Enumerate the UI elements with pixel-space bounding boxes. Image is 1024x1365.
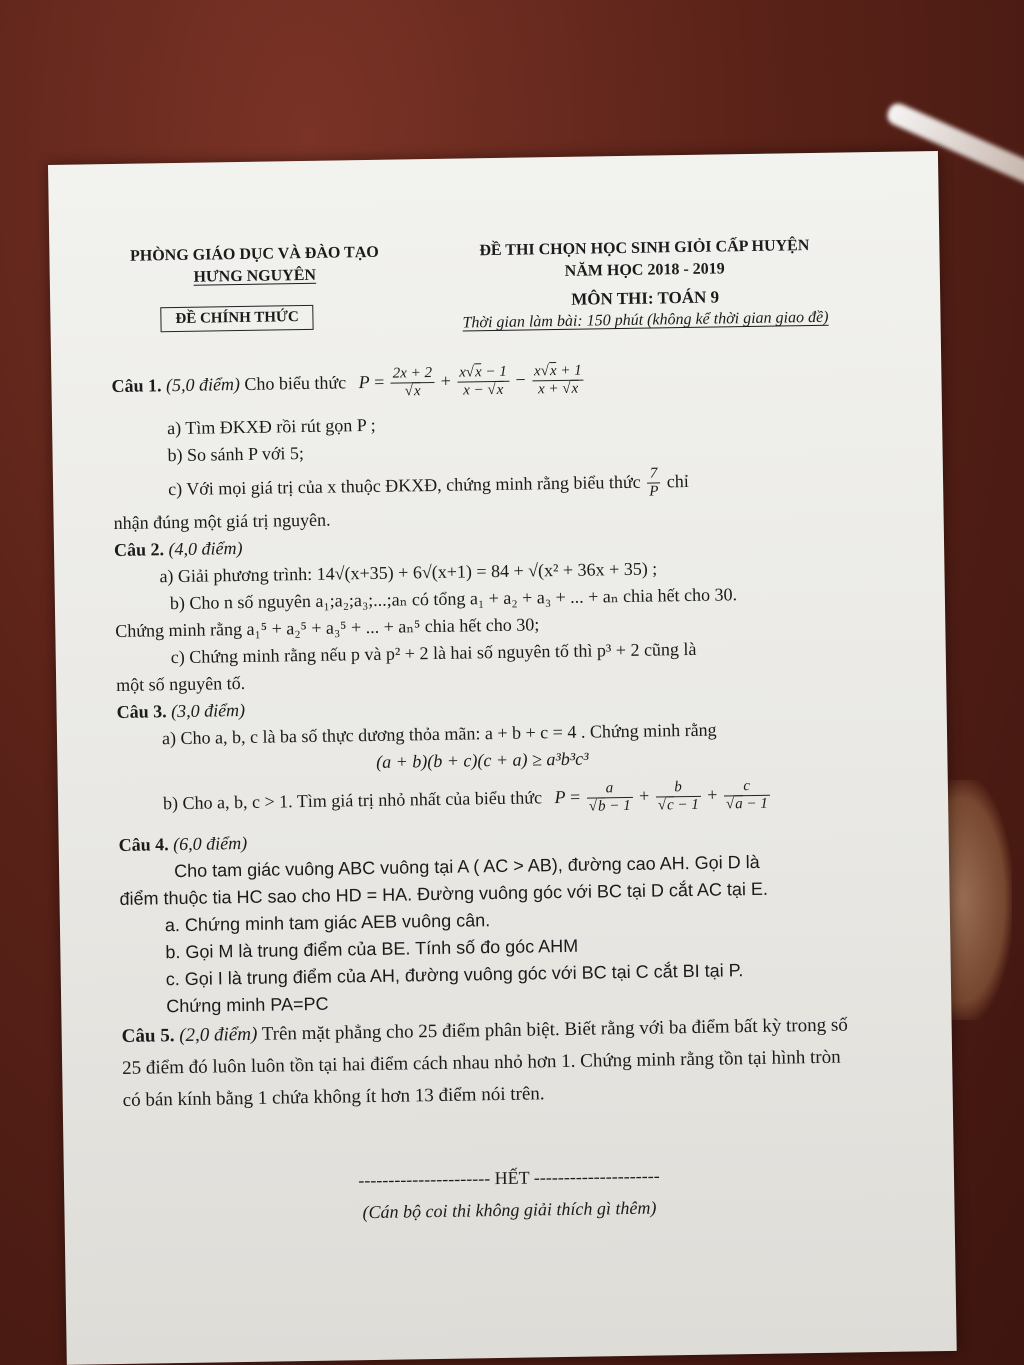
question-1-intro: Cho biểu thức bbox=[244, 372, 347, 394]
question-1a: a) Tìm ĐKXĐ rồi rút gọn P ; bbox=[166, 414, 376, 439]
question-5 bbox=[121, 1009, 852, 1116]
department-block bbox=[109, 241, 400, 290]
question-2 bbox=[114, 526, 846, 699]
question-4b: b. Gọi M là trung điểm của BE. Tính số đo góc AHM bbox=[165, 935, 579, 963]
end-marker: ---------------------- HẾT --------------------- bbox=[358, 1165, 660, 1191]
question-4 bbox=[118, 821, 851, 1021]
exam-title-block bbox=[409, 234, 880, 335]
question-2c-cont: một số nguyên tố. bbox=[116, 672, 246, 695]
expression-p-min: P = $\frac{a}{√b - 1}$ + $\frac{b}{√c - 1}$ + $\frac{c}{√a - 1}$ bbox=[554, 778, 768, 815]
exam-title: ĐỀ THI CHỌN HỌC SINH GIỎI CẤP HUYỆN bbox=[479, 237, 810, 260]
question-1-label: Câu 1. bbox=[111, 375, 162, 397]
exam-header bbox=[49, 233, 941, 357]
question-4-intro: Cho tam giác vuông ABC vuông tại A ( AC > AB), đường cao AH. Gọi D là bbox=[173, 851, 760, 882]
question-1c-text: c) Với mọi giá trị của x thuộc ĐKXĐ, chứng minh rằng biểu thức bbox=[167, 471, 641, 500]
district-name: HƯNG NGUYÊN bbox=[193, 266, 317, 286]
question-1-points: (5,0 điểm) bbox=[165, 374, 241, 396]
department-name: PHÒNG GIÁO DỤC VÀ ĐÀO TẠO bbox=[129, 243, 379, 265]
question-4c: c. Gọi I là trung điểm của AH, đường vuông góc với BC tại C cắt BI tại P. bbox=[165, 960, 744, 990]
question-3-label: Câu 3. bbox=[116, 701, 167, 722]
question-3-points: (3,0 điểm) bbox=[170, 699, 246, 722]
question-4a: a. Chứng minh tam giác AEB vuông cân. bbox=[164, 910, 491, 936]
question-3a-inequality: (a + b)(b + c)(c + a) ≥ a³b³c³ bbox=[376, 748, 589, 772]
question-1c-end: chỉ bbox=[666, 470, 689, 492]
question-2-points: (4,0 điểm) bbox=[168, 537, 243, 560]
expression-p: P = $\frac{2x + 2}{√x}$ + $\frac{x√x - 1}{x - √x}$ − $\frac{x√x + 1}{x + √x}$ bbox=[359, 369, 586, 393]
question-1 bbox=[111, 353, 844, 537]
question-5-points: (2,0 điểm) bbox=[179, 1023, 258, 1047]
question-3a: a) Cho a, b, c là ba số thực dương thỏa mãn: a + b + c = 4 . Chứng minh rằng bbox=[161, 719, 717, 749]
question-3b-text: b) Cho a, b, c > 1. Tìm giá trị nhỏ nhất của biểu thức bbox=[162, 787, 543, 814]
question-1b: b) So sánh P với 5; bbox=[167, 443, 305, 466]
exam-duration: Thời gian làm bài: 150 phút (không kể thời gian giao đề) bbox=[462, 308, 829, 332]
exam-paper bbox=[48, 151, 957, 1365]
proctor-note: (Cán bộ coi thi không giải thích gì thêm) bbox=[362, 1197, 657, 1223]
question-2-label: Câu 2. bbox=[113, 539, 165, 561]
official-badge: ĐỀ CHÍNH THỨC bbox=[160, 305, 314, 332]
exam-body bbox=[111, 353, 853, 1117]
exam-subject: MÔN THI: TOÁN 9 bbox=[571, 287, 720, 309]
school-year: NĂM HỌC 2018 - 2019 bbox=[564, 260, 725, 280]
question-2b: b) Cho n số nguyên a₁;a₂;a₃;...;aₙ có tổng a₁ + a₂ + a₃ + ... + aₙ chia hết cho 30. bbox=[169, 584, 738, 614]
question-3b bbox=[118, 769, 849, 828]
question-1c-cont: nhận đúng một giá trị nguyên. bbox=[113, 509, 331, 534]
question-4-points: (6,0 điểm) bbox=[173, 832, 248, 855]
question-5-text: Trên mặt phẳng cho 25 điểm phân biệt. Biết rằng với ba điểm bất kỳ trong số 25 điểm đó luôn luôn tồn tại hai điểm cách nhau nhỏ hơn 1. Chứng minh rằng tồn tại hình tròn có bán kính bằng 1 chứa không ít hơn 13 điểm nói trên. bbox=[122, 1014, 848, 1111]
fraction-7-over-p: $\frac{7}{P}$ bbox=[647, 466, 661, 501]
question-4-intro-cont: điểm thuộc tia HC sao cho HD = HA. Đường vuông góc với BC tại D cắt AC tại E. bbox=[119, 878, 769, 909]
question-2a: a) Giải phương trình: 14√(x+35) + 6√(x+1) = 84 + √(x² + 36x + 35) ; bbox=[159, 558, 658, 587]
question-2c: c) Chứng minh rằng nếu p và p² + 2 là hai số nguyên tố thì p³ + 2 cũng là bbox=[170, 638, 697, 668]
question-4c-cont: Chứng minh PA=PC bbox=[166, 993, 329, 1017]
question-4-label: Câu 4. bbox=[118, 834, 169, 855]
question-5-label: Câu 5. bbox=[121, 1025, 175, 1047]
question-2b-cont: Chứng minh rằng a₁⁵ + a₂⁵ + a₃⁵ + ... + aₙ⁵ chia hết cho 30; bbox=[115, 614, 540, 641]
question-3 bbox=[116, 688, 848, 828]
